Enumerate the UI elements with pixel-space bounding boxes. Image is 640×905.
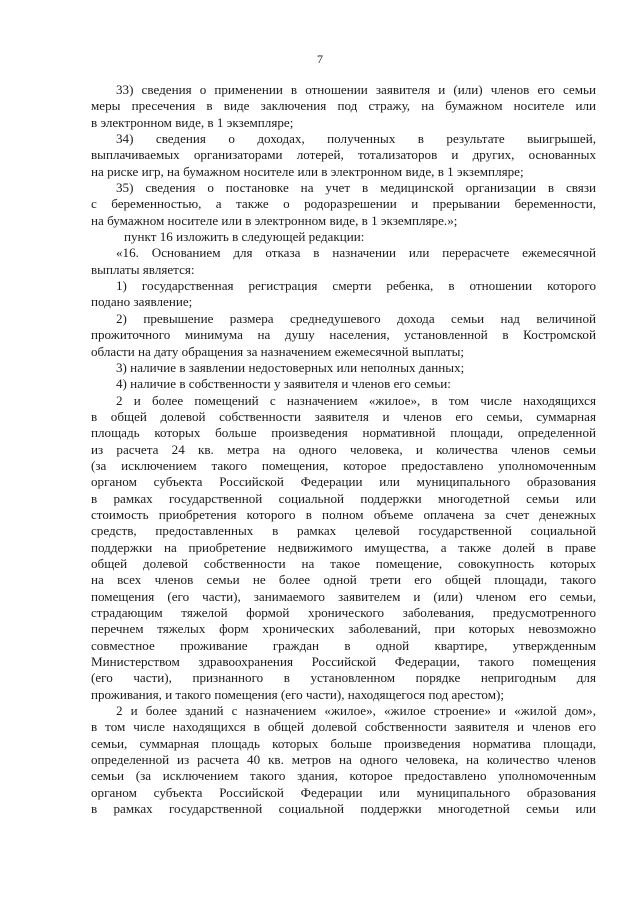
text-line: семьи (за исключением такого здания, которое предоставлено уполномоченным xyxy=(91,768,596,784)
text-line: прожиточного минимума на душу населения, установленной в Костромской xyxy=(91,327,596,343)
text-line: «16. Основанием для отказа в назначении или перерасчете ежемесячной xyxy=(116,245,596,261)
text-line: с беременностью, а также о родоразрешении и прерывании беременности, xyxy=(91,196,596,212)
text-line: на бумажном носителе или в электронном виде, в 1 экземпляре.»; xyxy=(91,212,458,228)
document-body xyxy=(91,82,596,817)
text-line: Министерством здравоохранения Российской Федерации, такого помещения xyxy=(91,654,596,670)
text-line: перечнем тяжелых форм хронических заболеваний, при которых невозможно xyxy=(91,621,596,637)
text-line: в том числе находящихся в общей долевой собственности заявителя и членов его xyxy=(91,719,596,735)
text-line: 2) превышение размера среднедушевого дохода семьи над величиной xyxy=(116,310,596,326)
text-line: в рамках государственной социальной поддержки многодетной семьи или xyxy=(91,490,596,506)
text-line: на риске игр, на бумажном носителе или в электронном виде, в 1 экземпляре; xyxy=(91,163,524,179)
text-line: в рамках государственной социальной поддержки многодетной семьи или xyxy=(91,801,596,817)
text-line: стоимость приобретения которого в полном объеме оплачена за счет денежных xyxy=(91,506,596,522)
text-line: 35) сведения о постановке на учет в медицинской организации в связи xyxy=(116,180,596,196)
text-line: пункт 16 изложить в следующей редакции: xyxy=(124,229,365,245)
text-line: органом субъекта Российской Федерации или муниципального образования xyxy=(91,474,596,490)
text-line: проживания, и такого помещения (его части), находящегося под арестом); xyxy=(91,686,504,702)
text-line: общей долевой собственности на такое помещение, совокупность которых xyxy=(91,555,596,571)
text-line: области на дату обращения за назначением ежемесячной выплаты; xyxy=(91,343,465,359)
text-line: 3) наличие в заявлении недостоверных или неполных данных; xyxy=(116,359,465,375)
text-line: (его части), признанного в установленном порядке непригодным для xyxy=(91,670,596,686)
text-line: (за исключением такого помещения, которое предоставлено уполномоченным xyxy=(91,457,596,473)
text-line: в общей долевой собственности заявителя и членов его семьи, суммарная xyxy=(91,408,596,424)
page-number: 7 xyxy=(317,52,323,66)
text-line: подано заявление; xyxy=(91,294,193,310)
text-line: меры пресечения в виде заключения под стражу, на бумажном носителе или xyxy=(91,98,596,114)
text-line: поддержки на приобретение недвижимого имущества, а также долей в праве xyxy=(91,539,596,555)
text-line: выплачиваемых организаторами лотерей, тотализаторов и других, основанных xyxy=(91,147,596,163)
text-line: помещения (его части), занимаемого заявителем и (или) членом его семьи, xyxy=(91,588,596,604)
text-line: совместное проживание граждан в одной квартире, утвержденным xyxy=(91,637,596,653)
text-line: 33) сведения о применении в отношении заявителя и (или) членов его семьи xyxy=(116,82,596,97)
text-line: 2 и более помещений с назначением «жилое», в том числе находящихся xyxy=(116,392,596,408)
text-line: 4) наличие в собственности у заявителя и членов его семьи: xyxy=(116,376,451,392)
text-line: 34) сведения о доходах, полученных в результате выигрышей, xyxy=(116,131,596,147)
text-line: органом субъекта Российской Федерации или муниципального образования xyxy=(91,784,596,800)
text-line: определенной из расчета 40 кв. метров на одного человека, на количество членов xyxy=(91,752,596,768)
text-line: из расчета 24 кв. метра на одного человека, и количества членов семьи xyxy=(91,441,596,457)
text-line: выплаты является: xyxy=(91,261,195,277)
text-line: 2 и более зданий с назначением «жилое», «жилое строение» и «жилой дом», xyxy=(116,703,596,719)
text-line: средств, предоставленных в рамках целевой государственной социальной xyxy=(91,523,596,539)
text-line: семьи, суммарная площадь которых больше произведения норматива площади, xyxy=(91,735,596,751)
text-line: 1) государственная регистрация смерти ребенка, в отношении которого xyxy=(116,278,596,294)
text-line: на всех членов семьи не более одной трети его общей площади, такого xyxy=(91,572,596,588)
text-line: в электронном виде, в 1 экземпляре; xyxy=(91,114,294,130)
text-line: площадь которых больше произведения нормативной площади, определенной xyxy=(91,425,596,441)
text-line: страдающим тяжелой формой хронического заболевания, предусмотренного xyxy=(91,605,596,620)
